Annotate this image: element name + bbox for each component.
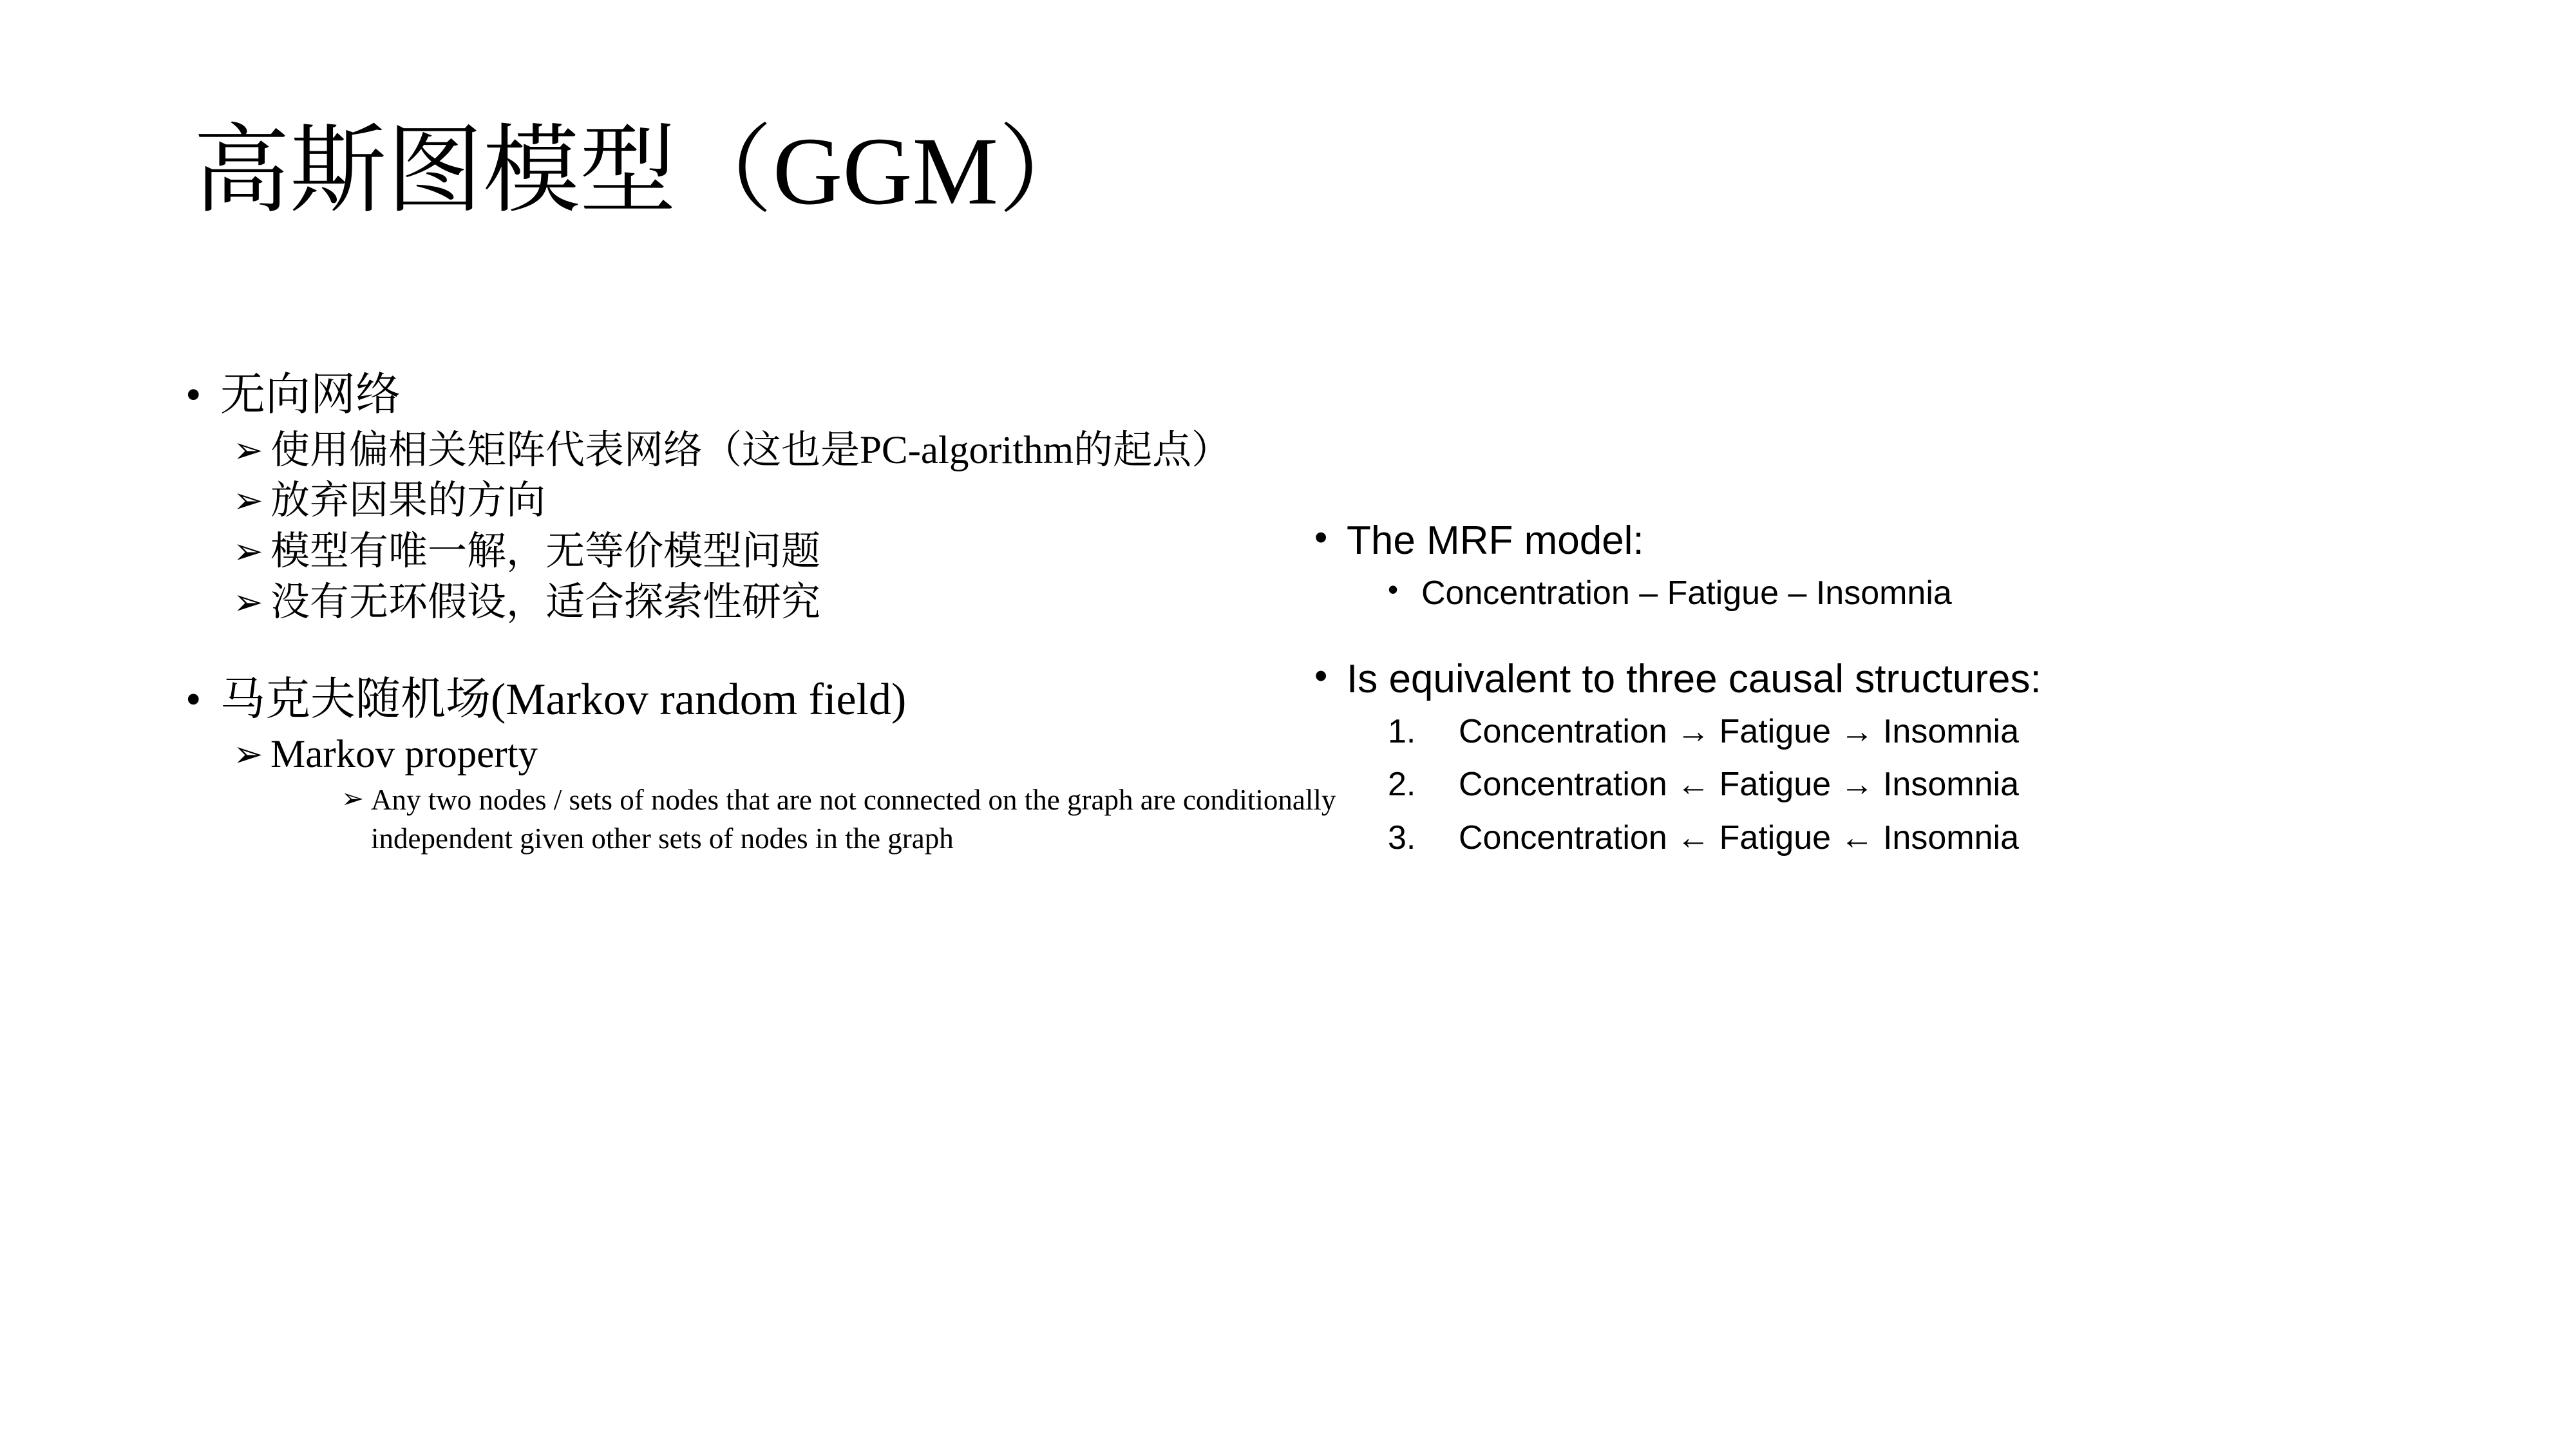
list-item-label: 无向网络 — [220, 370, 401, 420]
list-item — [233, 730, 1346, 780]
list-item — [1311, 654, 2444, 706]
arrow-bullet-icon: ➢ — [233, 532, 263, 573]
bullet-dot-icon: • — [1314, 655, 1328, 697]
list-item-label: 模型有唯一解，无等价模型问题 — [270, 530, 821, 574]
right-content-column — [1311, 515, 2444, 869]
arrow-bullet-icon: ➢ — [233, 583, 263, 623]
list-item — [1311, 515, 2444, 567]
list-item-label: 放弃因果的方向 — [270, 479, 546, 523]
list-item-label: Any two nodes / sets of nodes that are not connected on the graph are conditionally independent given other sets of nodes in the graph — [371, 784, 1336, 855]
numbered-list-item — [1388, 762, 2444, 807]
bullet-dot-icon: • — [185, 674, 202, 724]
arrow-bullet-icon: ➢ — [233, 735, 263, 775]
list-item-label: The MRF model: — [1347, 518, 1644, 563]
list-number: 1. — [1388, 712, 1416, 750]
list-item — [233, 527, 1346, 577]
numbered-list-item — [1388, 710, 2444, 754]
list-item — [233, 578, 1346, 628]
list-number: 3. — [1388, 819, 1416, 857]
page-title: 高斯图模型（GGM） — [193, 118, 1095, 225]
list-item-label: Concentration ← Fatigue → Insomnia — [1459, 766, 2019, 804]
list-item-label: Is equivalent to three causal structures: — [1347, 657, 2041, 702]
spacer — [1311, 615, 2444, 654]
list-item-label: 没有无环假设，适合探索性研究 — [270, 581, 821, 625]
list-item — [1388, 571, 2444, 616]
numbered-list-item — [1388, 816, 2444, 860]
left-content-column — [180, 367, 1346, 858]
arrow-bullet-icon: ➢ — [233, 430, 263, 471]
list-item-label: Concentration → Fatigue → Insomnia — [1459, 712, 2019, 750]
arrow-bullet-icon: ➢ — [341, 784, 365, 815]
list-item-label: 马克夫随机场(Markov random field) — [220, 674, 907, 724]
arrow-bullet-icon: ➢ — [233, 481, 263, 522]
spacer — [180, 629, 1346, 672]
bullet-dot-icon: • — [185, 370, 202, 420]
list-item — [341, 781, 1346, 858]
list-item — [233, 477, 1346, 526]
list-item-label: 使用偏相关矩阵代表网络（这也是PC-algorithm的起点） — [270, 428, 1231, 472]
list-item-label: Concentration – Fatigue – Insomnia — [1421, 574, 1952, 612]
bullet-dot-icon: • — [1314, 516, 1328, 558]
list-item-label: Markov property — [270, 733, 538, 777]
list-item — [180, 672, 1346, 728]
list-item — [233, 426, 1346, 476]
list-item — [180, 367, 1346, 424]
bullet-dot-icon: • — [1388, 572, 1399, 606]
list-item-label: Concentration ← Fatigue ← Insomnia — [1459, 819, 2019, 857]
list-number: 2. — [1388, 766, 1416, 804]
